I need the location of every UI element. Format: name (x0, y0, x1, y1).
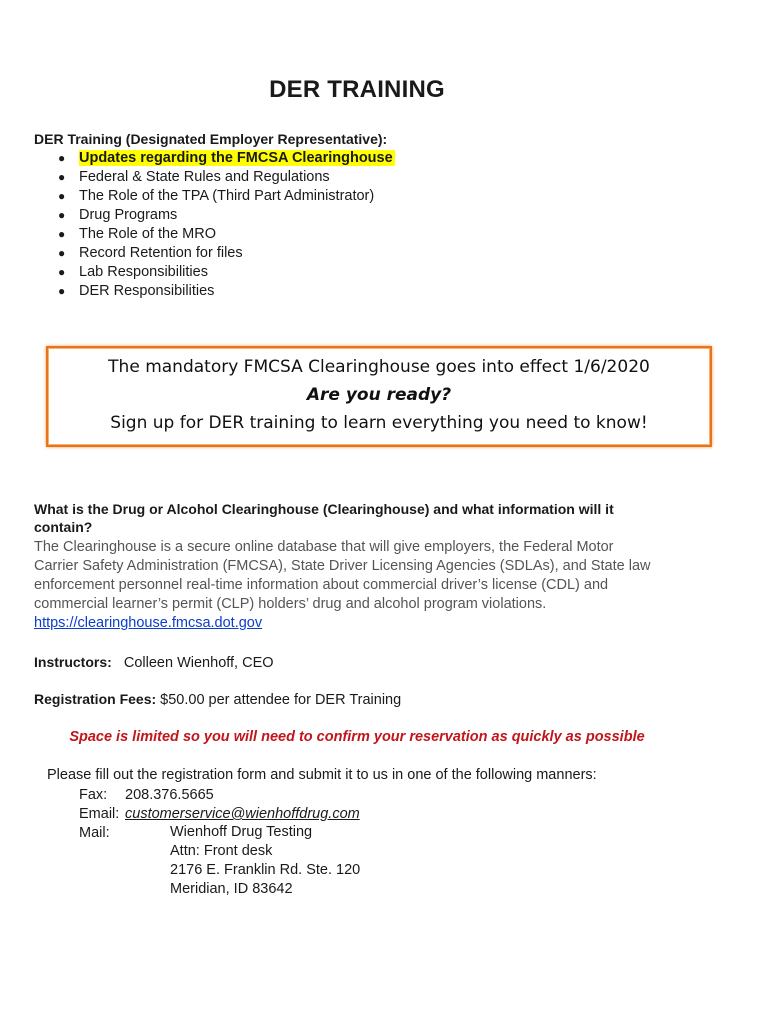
mail-address-line: Attn: Front desk (170, 843, 273, 859)
bullet-icon: ● (58, 208, 66, 222)
clearinghouse-question-heading: What is the Drug or Alcohol Clearinghouse (Clearinghouse) and what information will it contain? (34, 501, 614, 535)
training-heading: DER Training (Designated Employer Representative): (34, 131, 388, 147)
topic-text: Drug Programs (79, 207, 178, 223)
fees-label: Registration Fees: (34, 691, 157, 707)
instructors-label: Instructors: (34, 654, 112, 670)
topic-text: The Role of the MRO (79, 226, 216, 242)
email-label: Email: (79, 806, 120, 822)
fees-line (34, 691, 401, 708)
topic-text: DER Responsibilities (79, 283, 215, 299)
clearinghouse-description-text: The Clearinghouse is a secure online database that will give employers, the Federal Motor Carrier Safety Administration (FMCSA), State Driver Licensing Agencies (SDLAs), and State law enforcement personnel real-time information about commercial driver’s license (CDL) and commercial learner’s permit (CLP) holders’ drug and alcohol program violations. (34, 539, 651, 612)
bullet-icon: ● (58, 246, 66, 260)
list-item (56, 244, 395, 263)
instructors-value: Colleen Wienhoff, CEO (123, 655, 274, 671)
callout-line-sign-up: Sign up for DER training to learn everything you need to know! (110, 413, 648, 433)
page-title: DER TRAINING (269, 76, 445, 103)
fax-label: Fax: (79, 787, 108, 803)
callout-line-effective-date: The mandatory FMCSA Clearinghouse goes into effect 1/6/2020 (108, 357, 650, 377)
bullet-icon: ● (58, 284, 66, 298)
clearinghouse-description (34, 538, 654, 633)
fax-value: 208.376.5665 (125, 787, 214, 803)
mail-address-line: Wienhoff Drug Testing (170, 824, 313, 840)
instructors-line (34, 654, 274, 671)
list-item (56, 168, 395, 187)
fax-line (79, 786, 214, 805)
clearinghouse-callout-box (46, 346, 712, 447)
email-link[interactable]: customerservice@wienhoffdrug.com (125, 806, 360, 822)
list-item (56, 282, 395, 301)
list-item (56, 225, 395, 244)
topic-text: Updates regarding the FMCSA Clearinghouse (79, 150, 393, 166)
registration-instructions: Please fill out the registration form and submit it to us in one of the following manners: (47, 767, 597, 783)
mail-address-line: 2176 E. Franklin Rd. Ste. 120 (170, 862, 361, 878)
clearinghouse-link[interactable]: https://clearinghouse.fmcsa.dot.gov (34, 615, 263, 631)
topic-text: The Role of the TPA (Third Part Administrator) (79, 188, 375, 204)
topic-text: Federal & State Rules and Regulations (79, 169, 330, 185)
list-item (56, 263, 395, 282)
bullet-icon: ● (58, 189, 66, 203)
callout-line-are-you-ready: Are you ready? (306, 385, 452, 405)
list-item (56, 187, 395, 206)
mail-label: Mail: (79, 825, 110, 841)
bullet-icon: ● (58, 265, 66, 279)
bullet-icon: ● (58, 227, 66, 241)
space-limited-notice: Space is limited so you will need to confirm your reservation as quickly as possible (69, 729, 645, 745)
list-item (56, 206, 395, 225)
topics-list (56, 149, 395, 301)
bullet-icon: ● (58, 170, 66, 184)
email-line (79, 805, 360, 824)
mail-address-line: Meridian, ID 83642 (170, 881, 293, 897)
topic-text: Record Retention for files (79, 245, 243, 261)
bullet-icon: ● (58, 151, 66, 165)
topic-text: Lab Responsibilities (79, 264, 208, 280)
list-item (56, 149, 395, 168)
fees-value: $50.00 per attendee for DER Training (160, 692, 402, 708)
